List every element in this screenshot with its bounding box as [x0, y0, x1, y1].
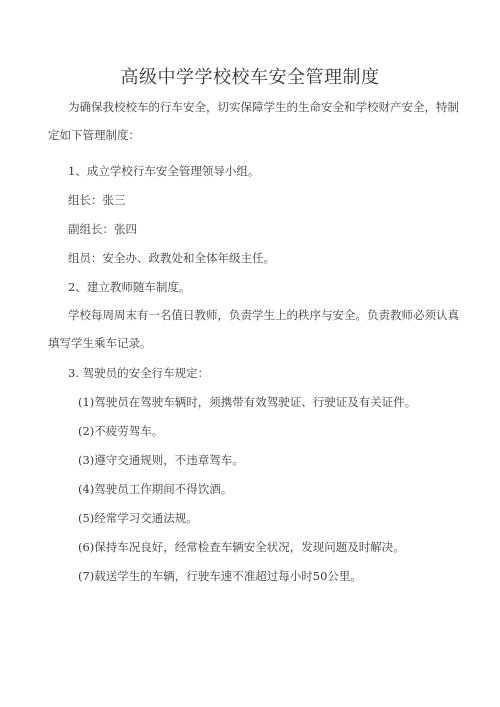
- section-1-heading: 1、成立学校行车安全管理领导小组。: [68, 164, 260, 178]
- section-1-deputy-leader: 副组长：张四: [68, 222, 137, 236]
- document-title: 高级中学学校校车安全管理制度: [120, 67, 380, 88]
- section-3-rule: (3)遵守交通规则，不违章驾车。: [78, 453, 244, 467]
- section-3-rule: (6)保持车况良好，经常检查车辆安全状况，发现问题及时解决。: [78, 540, 405, 554]
- section-1-leader: 组长：张三: [68, 193, 126, 207]
- section-1-members: 组员：安全办、政教处和全体年级主任。: [68, 251, 275, 265]
- section-3-rule: (1)驾驶员在驾驶车辆时，须携带有效驾驶证、行驶证及有关证件。: [78, 395, 417, 409]
- section-3-rule: (5)经常学习交通法规。: [78, 511, 198, 525]
- section-3-rule: (4)驾驶员工作期间不得饮酒。: [78, 482, 233, 496]
- section-3-rule: (7)载送学生的车辆，行驶车速不准超过每小时50公里。: [78, 569, 362, 583]
- section-2-body-line-2: 填写学生乘车记录。: [48, 336, 152, 350]
- intro-paragraph-line-1: 为确保我校校车的行车安全，切实保障学生的生命安全和学校财产安全，特制: [68, 100, 459, 114]
- section-3-rule: (2)不疲劳驾车。: [78, 424, 164, 438]
- section-2-heading: 2、建立教师随车制度。: [68, 280, 191, 294]
- section-3-heading: 3. 驾驶员的安全行车规定：: [68, 366, 210, 380]
- intro-paragraph-line-2: 定如下管理制度：: [48, 128, 140, 142]
- section-2-body-line-1: 学校每周周末有一名值日教师，负责学生上的秩序与安全。负责教师必须认真: [68, 308, 459, 322]
